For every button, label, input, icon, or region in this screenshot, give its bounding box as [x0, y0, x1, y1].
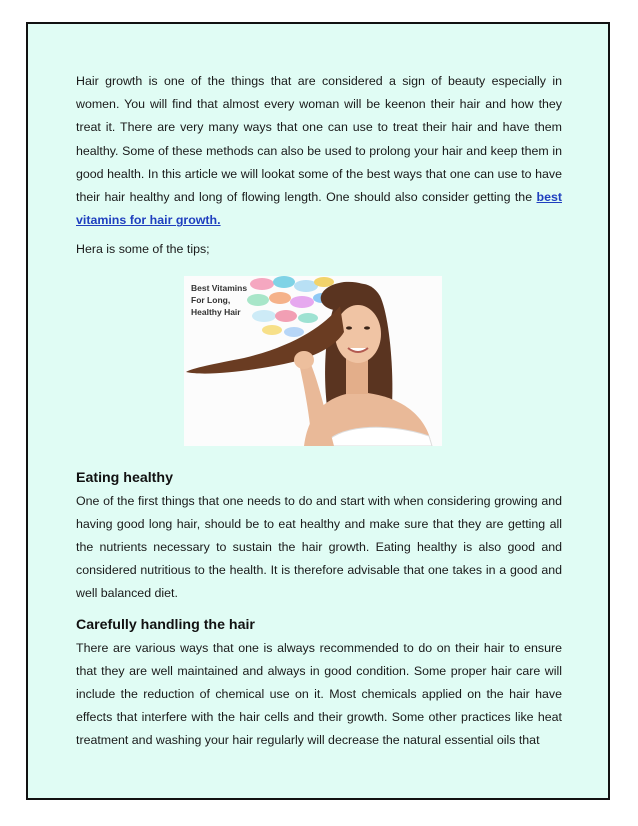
image-caption [191, 282, 247, 318]
hair-vitamins-image [184, 276, 442, 446]
caption-line: For Long, [191, 294, 231, 305]
document-content [76, 70, 562, 753]
section-heading-eating: Eating healthy [76, 469, 173, 486]
vitamins-link[interactable]: best vitamins for hair growth. [76, 190, 562, 228]
section-body-handling: There are various ways that one is always recommended to do on their hair to ensure that they are well maintained and always in good condition. Some proper hair care will include the reduction of chemical use on it. Most chemicals applied on the hair have effects that interfere with the hair cells and their growth. Some other practices like heat treatment and washing your hair regularly will decrease the natural essential oils that [76, 640, 562, 748]
hand [294, 351, 314, 369]
document-page [26, 22, 610, 800]
caption-line: Healthy Hair [191, 306, 241, 317]
section-heading-handling: Carefully handling the hair [76, 616, 255, 633]
intro-paragraph [76, 70, 562, 232]
intro-text: Hair growth is one of the things that are considered a sign of beauty especially in women. You will find that almost every woman will be keenon their hair and how they treat it. There are very many ways that one can use to treat their hair and have them healthy. Some of these methods can also be used to prolong your hair and keep them in good health. In this article we will lookat some of the best ways that one can use to have their hair healthy and long of flowing length. One should also consider getting the [76, 74, 562, 205]
caption-line: Best Vitamins [191, 282, 248, 293]
section-body-eating: One of the first things that one needs to do and start with when considering growing and having good long hair, should be to eat healthy and make sure that they are getting all the nutrients necessary to sustain the hair growth. Eating healthy is also good and considered nutritious to the health. It is therefore advisable that one takes in a good and well balanced diet. [76, 493, 562, 601]
tips-line: Hera is some of the tips; [76, 242, 210, 257]
